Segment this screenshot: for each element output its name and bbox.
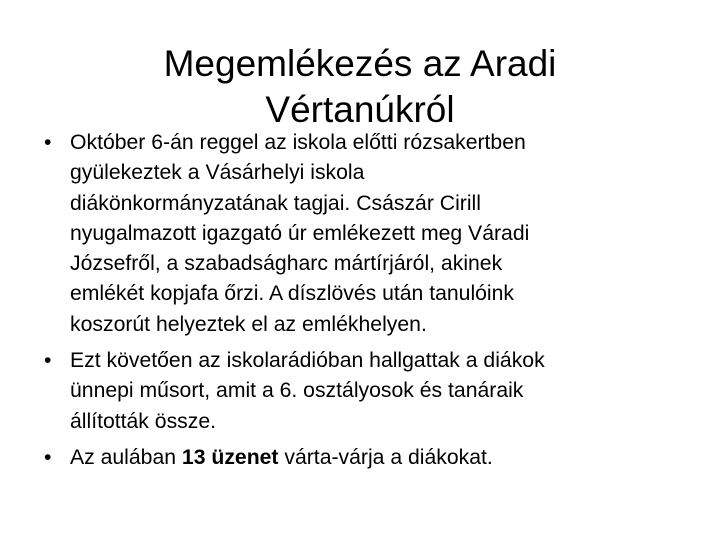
bullet-text-bold: 13 üzenet: [181, 445, 279, 469]
bullet-item-3: [38, 443, 686, 473]
bullet-item-2: [38, 346, 686, 437]
bullet-text-line: emlékét kopjafa őrzi. A díszlövés után tanulóink: [70, 282, 515, 306]
bullet-dot-icon: •: [44, 349, 52, 373]
bullet-list: [38, 128, 686, 479]
bullet-item-1: [38, 128, 686, 340]
bullet-text-line: Józsefről, a szabadságharc mártírjáról, akinek: [70, 252, 503, 276]
bullet-dot-icon: •: [44, 445, 52, 469]
bullet-text-line: [70, 443, 686, 473]
title-line: Megemlékezés az Aradi: [163, 42, 557, 84]
bullet-text-line: koszorút helyeztek el az emlékhelyen.: [70, 312, 427, 336]
bullet-text-line: állították össze.: [70, 409, 217, 433]
slide-title: [60, 41, 660, 133]
bullet-text-prefix: Az aulában: [70, 445, 182, 469]
bullet-dot-icon: •: [44, 131, 52, 154]
bullet-text-line: gyülekeztek a Vásárhelyi iskola: [70, 161, 365, 185]
bullet-text-line: Október 6-án reggel az iskola előtti rózsakertben: [70, 131, 526, 154]
bullet-text-line: diákönkormányzatának tagjai. Császár Cirill: [70, 191, 481, 215]
bullet-text-suffix: várta-várja a diákokat.: [278, 445, 493, 469]
title-line: Vértanúkról: [265, 88, 455, 130]
bullet-text-line: ünnepi műsort, amit a 6. osztályosok és tanáraik: [70, 379, 524, 403]
bullet-text-line: Ezt követően az iskolarádióban hallgattak a diákok: [70, 349, 545, 373]
bullet-text-line: nyugalmazott igazgató úr emlékezett meg Váradi: [70, 221, 530, 245]
